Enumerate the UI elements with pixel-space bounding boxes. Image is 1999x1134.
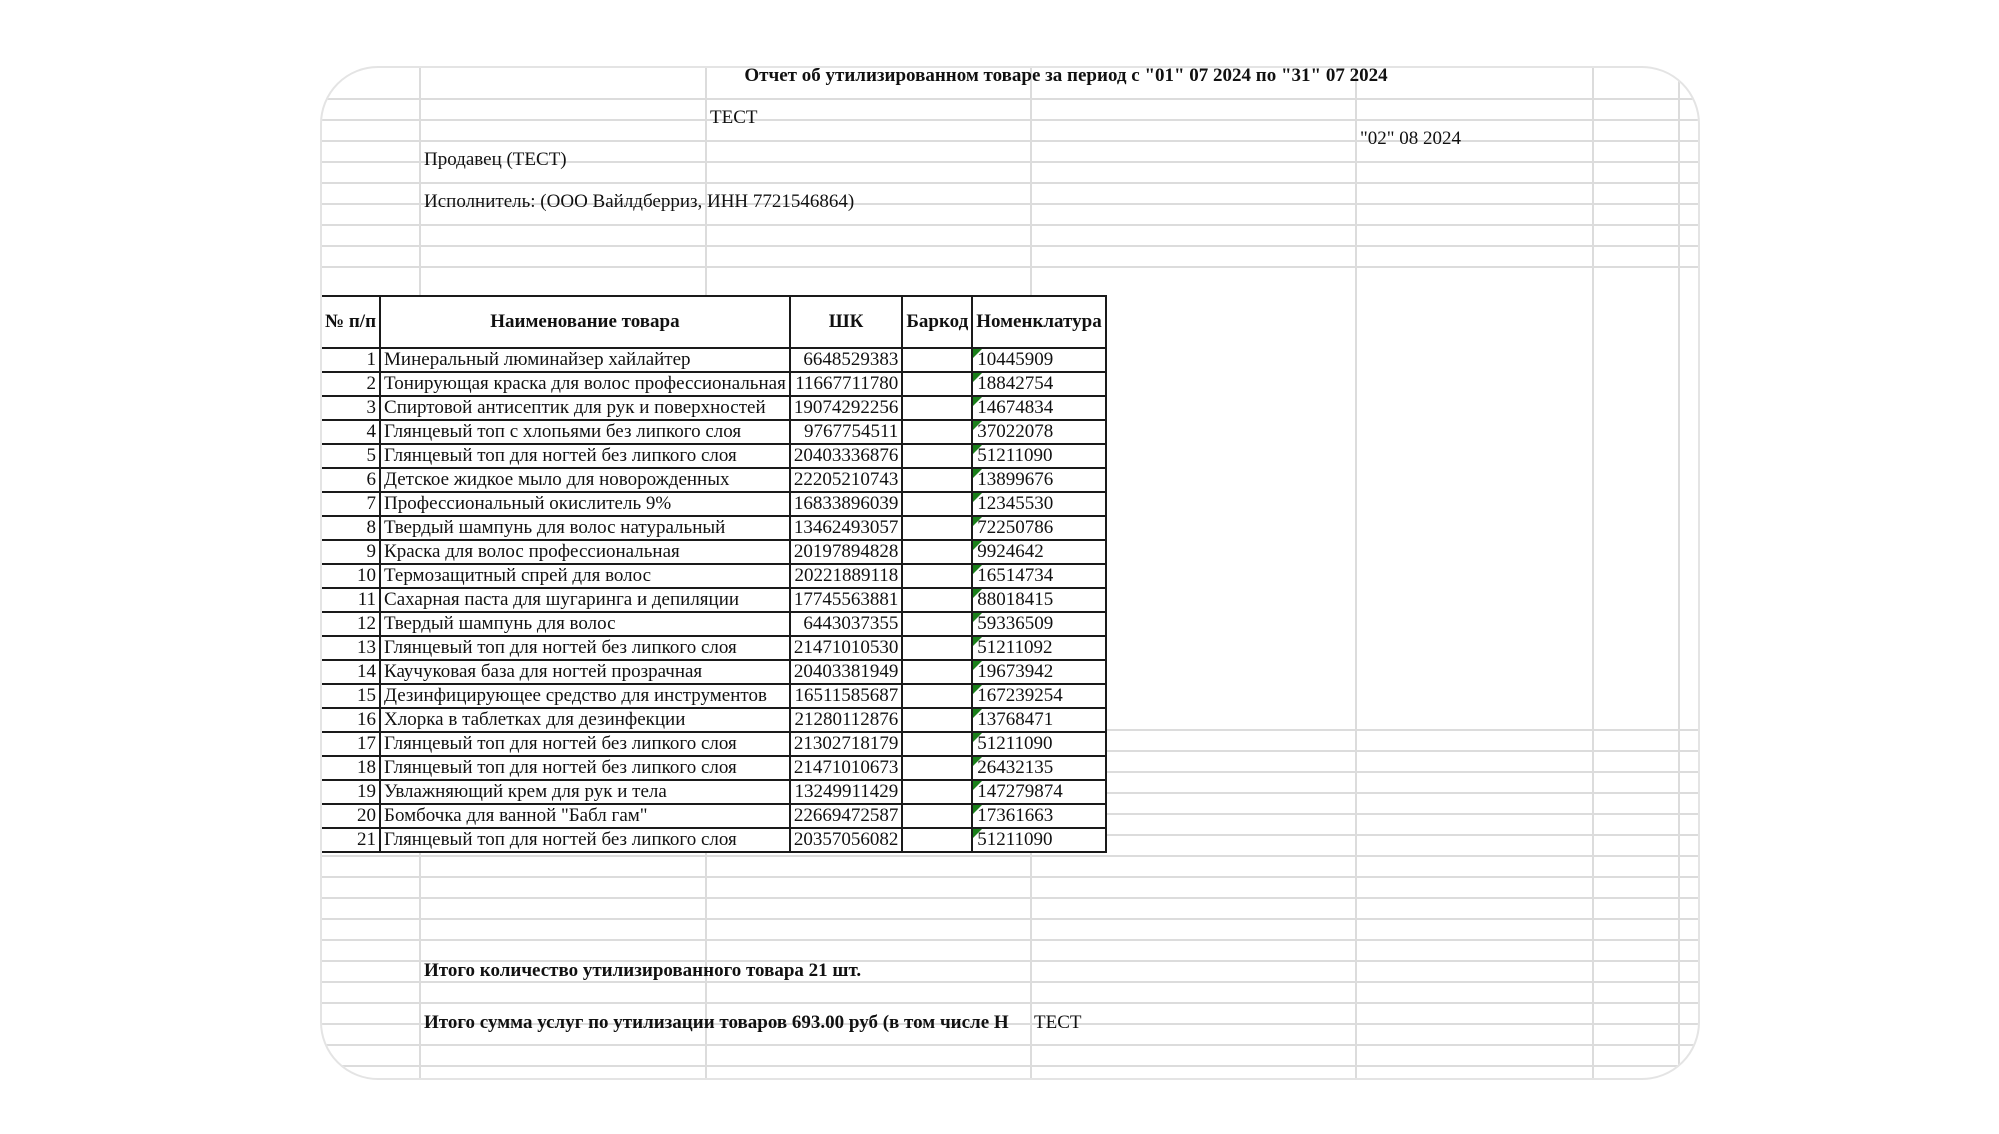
grid-row-line: [322, 266, 1698, 268]
cell-sku[interactable]: 20403381949: [790, 660, 903, 684]
disposed-goods-table: [322, 295, 1107, 853]
number-as-text-indicator-icon: [973, 829, 982, 838]
nomenclature-value: 12345530: [977, 493, 1054, 514]
nomenclature-value: 51211092: [977, 637, 1053, 658]
nomenclature-value: 167239254: [977, 685, 1063, 706]
cell-product-name[interactable]: Хлорка в таблетках для дезинфекции: [380, 708, 790, 732]
cell-row-number[interactable]: 15: [322, 684, 380, 708]
cell-nomenclature[interactable]: [972, 756, 1106, 780]
cell-row-number[interactable]: 17: [322, 732, 380, 756]
table-row: [322, 564, 1106, 588]
cell-product-name[interactable]: Спиртовой антисептик для рук и поверхностей: [380, 396, 790, 420]
cell-barcode[interactable]: [902, 372, 972, 396]
cell-barcode[interactable]: [902, 468, 972, 492]
cell-barcode[interactable]: [902, 636, 972, 660]
cell-sku[interactable]: 19074292256: [790, 396, 903, 420]
cell-row-number[interactable]: 8: [322, 516, 380, 540]
cell-row-number[interactable]: 18: [322, 756, 380, 780]
cell-sku[interactable]: 6443037355: [790, 612, 903, 636]
cell-barcode[interactable]: [902, 492, 972, 516]
cell-product-name[interactable]: Увлажняющий крем для рук и тела: [380, 780, 790, 804]
cell-nomenclature[interactable]: [972, 660, 1106, 684]
cell-nomenclature[interactable]: [972, 780, 1106, 804]
cell-nomenclature[interactable]: [972, 564, 1106, 588]
cell-barcode[interactable]: [902, 660, 972, 684]
grid-row-line: [322, 876, 1698, 878]
cell-nomenclature[interactable]: [972, 396, 1106, 420]
cell-barcode[interactable]: [902, 828, 972, 852]
nomenclature-value: 16514734: [977, 565, 1054, 586]
nomenclature-value: 10445909: [977, 349, 1054, 370]
nomenclature-value: 19673942: [977, 661, 1054, 682]
number-as-text-indicator-icon: [973, 469, 982, 478]
number-as-text-indicator-icon: [973, 589, 982, 598]
cell-sku[interactable]: 21302718179: [790, 732, 903, 756]
cell-nomenclature[interactable]: [972, 348, 1106, 372]
number-as-text-indicator-icon: [973, 637, 982, 646]
cell-row-number[interactable]: 6: [322, 468, 380, 492]
report-title: Отчет об утилизированном товаре за период с "01" 07 2024 по "31" 07 2024: [744, 66, 1388, 86]
table-row: [322, 396, 1106, 420]
cell-product-name[interactable]: Профессиональный окислитель 9%: [380, 492, 790, 516]
cell-sku[interactable]: 22205210743: [790, 468, 903, 492]
number-as-text-indicator-icon: [973, 517, 982, 526]
cell-barcode[interactable]: [902, 444, 972, 468]
nomenclature-value: 13768471: [977, 709, 1054, 730]
nomenclature-value: 26432135: [977, 757, 1054, 778]
cell-nomenclature[interactable]: [972, 732, 1106, 756]
grid-row-line: [322, 1044, 1698, 1046]
cell-product-name[interactable]: Глянцевый топ с хлопьями без липкого слоя: [380, 420, 790, 444]
nomenclature-value: 18842754: [977, 373, 1054, 394]
cell-sku[interactable]: 20357056082: [790, 828, 903, 852]
grid-row-line: [322, 855, 1698, 857]
cell-barcode[interactable]: [902, 588, 972, 612]
cell-sku[interactable]: 16833896039: [790, 492, 903, 516]
table-row: [322, 444, 1106, 468]
cell-nomenclature[interactable]: [972, 492, 1106, 516]
number-as-text-indicator-icon: [973, 685, 982, 694]
summary-total-sum-suffix: ТЕСТ: [1034, 1012, 1082, 1033]
cell-barcode[interactable]: [902, 540, 972, 564]
number-as-text-indicator-icon: [973, 709, 982, 718]
number-as-text-indicator-icon: [973, 373, 982, 382]
cell-product-name[interactable]: Дезинфицирующее средство для инструментов: [380, 684, 790, 708]
cell-barcode[interactable]: [902, 396, 972, 420]
cell-product-name[interactable]: Глянцевый топ для ногтей без липкого слоя: [380, 756, 790, 780]
cell-nomenclature[interactable]: [972, 444, 1106, 468]
grid-row-line: [322, 140, 1698, 142]
cell-row-number[interactable]: 2: [322, 372, 380, 396]
number-as-text-indicator-icon: [973, 541, 982, 550]
cell-row-number[interactable]: 1: [322, 348, 380, 372]
cell-row-number[interactable]: 5: [322, 444, 380, 468]
table-row: [322, 516, 1106, 540]
table-row: [322, 348, 1106, 372]
table-row: [322, 612, 1106, 636]
table-row: [322, 660, 1106, 684]
nomenclature-value: 51211090: [977, 733, 1053, 754]
number-as-text-indicator-icon: [973, 421, 982, 430]
cell-sku[interactable]: 21471010530: [790, 636, 903, 660]
cell-nomenclature[interactable]: [972, 708, 1106, 732]
number-as-text-indicator-icon: [973, 349, 982, 358]
number-as-text-indicator-icon: [973, 661, 982, 670]
cell-product-name[interactable]: Детское жидкое мыло для новорожденных: [380, 468, 790, 492]
cell-sku[interactable]: 21280112876: [790, 708, 903, 732]
cell-product-name[interactable]: Краска для волос профессиональная: [380, 540, 790, 564]
cell-row-number[interactable]: 13: [322, 636, 380, 660]
cell-row-number[interactable]: 20: [322, 804, 380, 828]
column-header-sku[interactable]: ШК: [790, 296, 903, 348]
cell-nomenclature[interactable]: [972, 588, 1106, 612]
cell-barcode[interactable]: [902, 516, 972, 540]
spreadsheet-frame: [320, 66, 1700, 1080]
table-row: [322, 780, 1106, 804]
cell-sku[interactable]: 16511585687: [790, 684, 903, 708]
report-date: "02" 08 2024: [1360, 128, 1462, 149]
nomenclature-value: 14674834: [977, 397, 1054, 418]
summary-total-count: Итого количество утилизированного товара 21 шт.: [424, 960, 862, 981]
nomenclature-value: 59336509: [977, 613, 1054, 634]
table-row: [322, 420, 1106, 444]
cell-row-number[interactable]: 14: [322, 660, 380, 684]
table-row: [322, 540, 1106, 564]
cell-barcode[interactable]: [902, 756, 972, 780]
nomenclature-value: 51211090: [977, 829, 1053, 850]
grid-column-line: [1678, 68, 1680, 1078]
cell-nomenclature[interactable]: [972, 636, 1106, 660]
cell-nomenclature[interactable]: [972, 612, 1106, 636]
cell-row-number[interactable]: 11: [322, 588, 380, 612]
cell-row-number[interactable]: 9: [322, 540, 380, 564]
cell-product-name[interactable]: Глянцевый топ для ногтей без липкого слоя: [380, 732, 790, 756]
nomenclature-value: 13899676: [977, 469, 1054, 490]
table-row: [322, 468, 1106, 492]
grid-row-line: [322, 1065, 1698, 1067]
grid-row-line: [322, 918, 1698, 920]
cell-product-name[interactable]: Сахарная паста для шугаринга и депиляции: [380, 588, 790, 612]
column-header-nomenclature[interactable]: Номенклатура: [972, 296, 1106, 348]
cell-row-number[interactable]: 7: [322, 492, 380, 516]
cell-sku[interactable]: 20221889118: [790, 564, 903, 588]
seller-label: Продавец (ТЕСТ): [424, 149, 567, 170]
table-row: [322, 684, 1106, 708]
number-as-text-indicator-icon: [973, 613, 982, 622]
cell-product-name[interactable]: Глянцевый топ для ногтей без липкого слоя: [380, 444, 790, 468]
cell-sku[interactable]: 13249911429: [790, 780, 903, 804]
cell-nomenclature[interactable]: [972, 516, 1106, 540]
cell-barcode[interactable]: [902, 420, 972, 444]
column-header-barcode[interactable]: Баркод: [902, 296, 972, 348]
nomenclature-value: 9924642: [977, 541, 1044, 562]
cell-nomenclature[interactable]: [972, 540, 1106, 564]
cell-product-name[interactable]: Глянцевый топ для ногтей без липкого слоя: [380, 636, 790, 660]
cell-sku[interactable]: 22669472587: [790, 804, 903, 828]
grid-row-line: [322, 98, 1698, 100]
column-header-name[interactable]: Наименование товара: [380, 296, 790, 348]
cell-sku[interactable]: 17745563881: [790, 588, 903, 612]
number-as-text-indicator-icon: [973, 445, 982, 454]
table-row: [322, 732, 1106, 756]
table-row: [322, 804, 1106, 828]
table-row: [322, 708, 1106, 732]
cell-sku[interactable]: 13462493057: [790, 516, 903, 540]
cell-product-name[interactable]: Глянцевый топ для ногтей без липкого слоя: [380, 828, 790, 852]
nomenclature-value: 72250786: [977, 517, 1054, 538]
cell-row-number[interactable]: 4: [322, 420, 380, 444]
cell-nomenclature[interactable]: [972, 420, 1106, 444]
cell-barcode[interactable]: [902, 732, 972, 756]
number-as-text-indicator-icon: [973, 781, 982, 790]
cell-nomenclature[interactable]: [972, 372, 1106, 396]
cell-product-name[interactable]: Термозащитный спрей для волос: [380, 564, 790, 588]
cell-product-name[interactable]: Бомбочка для ванной "Бабл гам": [380, 804, 790, 828]
cell-sku[interactable]: 6648529383: [790, 348, 903, 372]
cell-barcode[interactable]: [902, 780, 972, 804]
table-row: [322, 756, 1106, 780]
cell-barcode[interactable]: [902, 684, 972, 708]
number-as-text-indicator-icon: [973, 757, 982, 766]
cell-sku[interactable]: 9767754511: [790, 420, 903, 444]
table-header-row: [322, 296, 1106, 348]
grid-row-line: [322, 224, 1698, 226]
column-header-num[interactable]: № п/п: [322, 296, 380, 348]
cell-product-name[interactable]: Твердый шампунь для волос натуральный: [380, 516, 790, 540]
cell-product-name[interactable]: Каучуковая база для ногтей прозрачная: [380, 660, 790, 684]
number-as-text-indicator-icon: [973, 805, 982, 814]
cell-row-number[interactable]: 3: [322, 396, 380, 420]
number-as-text-indicator-icon: [973, 397, 982, 406]
number-as-text-indicator-icon: [973, 733, 982, 742]
cell-barcode[interactable]: [902, 348, 972, 372]
number-as-text-indicator-icon: [973, 565, 982, 574]
cell-barcode[interactable]: [902, 612, 972, 636]
summary-total-sum: Итого сумма услуг по утилизации товаров 693.00 руб (в том числе Н: [424, 1012, 1009, 1033]
cell-nomenclature[interactable]: [972, 468, 1106, 492]
cell-nomenclature[interactable]: [972, 804, 1106, 828]
cell-nomenclature[interactable]: [972, 828, 1106, 852]
number-as-text-indicator-icon: [973, 493, 982, 502]
cell-product-name[interactable]: Тонирующая краска для волос профессиональная: [380, 372, 790, 396]
nomenclature-value: 51211090: [977, 445, 1053, 466]
table-row: [322, 372, 1106, 396]
grid-row-line: [322, 245, 1698, 247]
table-row: [322, 828, 1106, 852]
cell-row-number[interactable]: 10: [322, 564, 380, 588]
cell-sku[interactable]: 21471010673: [790, 756, 903, 780]
cell-sku[interactable]: 11667711780: [790, 372, 903, 396]
cell-barcode[interactable]: [902, 708, 972, 732]
cell-product-name[interactable]: Твердый шампунь для волос: [380, 612, 790, 636]
cell-row-number[interactable]: 16: [322, 708, 380, 732]
cell-row-number[interactable]: 12: [322, 612, 380, 636]
grid-row-line: [322, 182, 1698, 184]
grid-column-line: [1355, 68, 1357, 1078]
nomenclature-value: 147279874: [977, 781, 1063, 802]
cell-sku[interactable]: 20197894828: [790, 540, 903, 564]
executor-label: Исполнитель: (ООО Вайлдберриз, ИНН 7721546864): [424, 191, 855, 212]
nomenclature-value: 17361663: [977, 805, 1054, 826]
grid-column-line: [1592, 68, 1594, 1078]
cell-product-name[interactable]: Минеральный люминайзер хайлайтер: [380, 348, 790, 372]
cell-row-number[interactable]: 19: [322, 780, 380, 804]
grid-row-line: [322, 119, 1698, 121]
cell-barcode[interactable]: [902, 564, 972, 588]
cell-row-number[interactable]: 21: [322, 828, 380, 852]
grid-row-line: [322, 939, 1698, 941]
seller-name: ТЕСТ: [710, 107, 758, 128]
table-row: [322, 588, 1106, 612]
grid-row-line: [322, 897, 1698, 899]
nomenclature-value: 37022078: [977, 421, 1054, 442]
grid-row-line: [322, 1002, 1698, 1004]
cell-nomenclature[interactable]: [972, 684, 1106, 708]
nomenclature-value: 88018415: [977, 589, 1054, 610]
cell-barcode[interactable]: [902, 804, 972, 828]
cell-sku[interactable]: 20403336876: [790, 444, 903, 468]
table-row: [322, 492, 1106, 516]
table-row: [322, 636, 1106, 660]
